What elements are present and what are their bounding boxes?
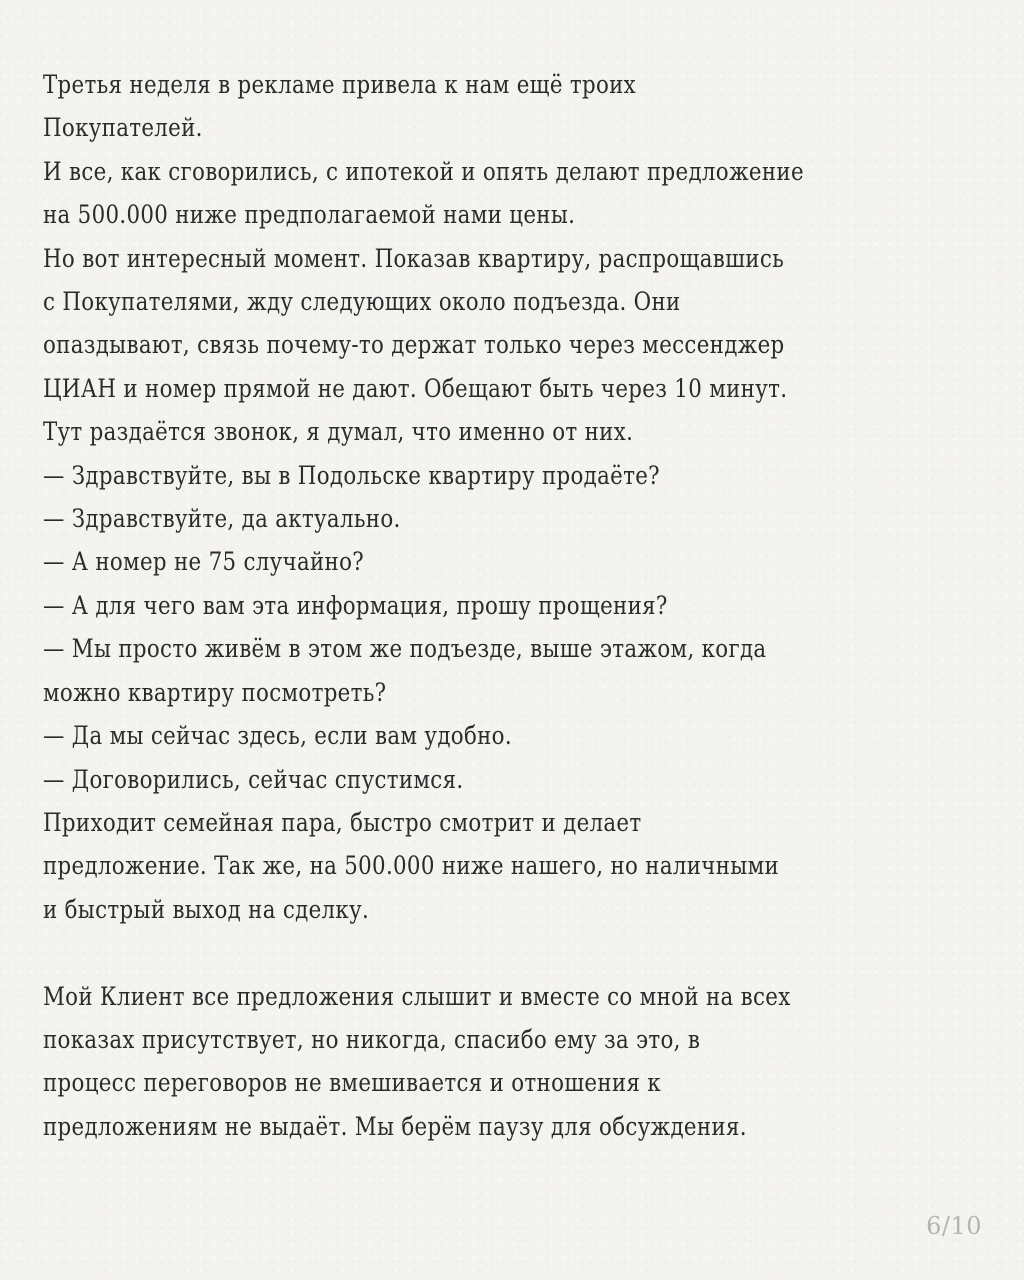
page-counter: 6/10 <box>926 1212 982 1240</box>
text-line: опаздывают, связь почему-то держат только через мессенджер <box>43 330 785 361</box>
text-line: и быстрый выход на сделку. <box>43 894 370 925</box>
text-line: ЦИАН и номер прямой не дают. Обещают быть через 10 минут. <box>43 373 788 404</box>
story-text <box>43 64 988 1149</box>
dialogue-line: — Здравствуйте, вы в Подольске квартиру продаёте? <box>43 460 660 491</box>
paragraph-one <box>43 64 988 932</box>
text-line: Приходит семейная пара, быстро смотрит и делает <box>43 807 642 838</box>
text-line: И все, как сговорились, с ипотекой и опять делают предложение <box>43 156 804 187</box>
paragraph-gap <box>43 932 988 975</box>
text-line: на 500.000 ниже предполагаемой нами цены. <box>43 200 576 231</box>
dialogue-line: — Договорились, сейчас спустимся. <box>43 764 464 795</box>
text-line: Третья неделя в рекламе привела к нам ещё троих <box>43 70 637 100</box>
text-line: показах присутствует, но никогда, спасибо ему за это, в <box>43 1024 701 1055</box>
text-line: Покупателей. <box>43 113 203 144</box>
text-line: Мой Клиент все предложения слышит и вместе со мной на всех <box>43 981 791 1012</box>
text-line: Тут раздаётся звонок, я думал, что именно от них. <box>43 417 634 448</box>
text-line: Но вот интересный момент. Показав квартиру, распрощавшись <box>43 243 785 274</box>
text-line: процесс переговоров не вмешивается и отношения к <box>43 1068 661 1099</box>
dialogue-line: — А для чего вам эта информация, прошу прощения? <box>43 590 668 621</box>
text-line: предложениям не выдаёт. Мы берём паузу для обсуждения. <box>43 1111 747 1142</box>
text-line: с Покупателями, жду следующих около подъезда. Они <box>43 287 681 318</box>
dialogue-line: можно квартиру посмотреть? <box>43 677 387 708</box>
dialogue-line: — Да мы сейчас здесь, если вам удобно. <box>43 721 512 752</box>
dialogue-line: — А номер не 75 случайно? <box>43 547 365 578</box>
dialogue-line: — Здравствуйте, да актуально. <box>43 504 401 535</box>
text-line: предложение. Так же, на 500.000 ниже нашего, но наличными <box>43 851 780 882</box>
dialogue-line: — Мы просто живём в этом же подъезде, выше этажом, когда <box>43 634 767 665</box>
paragraph-two <box>43 976 988 1150</box>
